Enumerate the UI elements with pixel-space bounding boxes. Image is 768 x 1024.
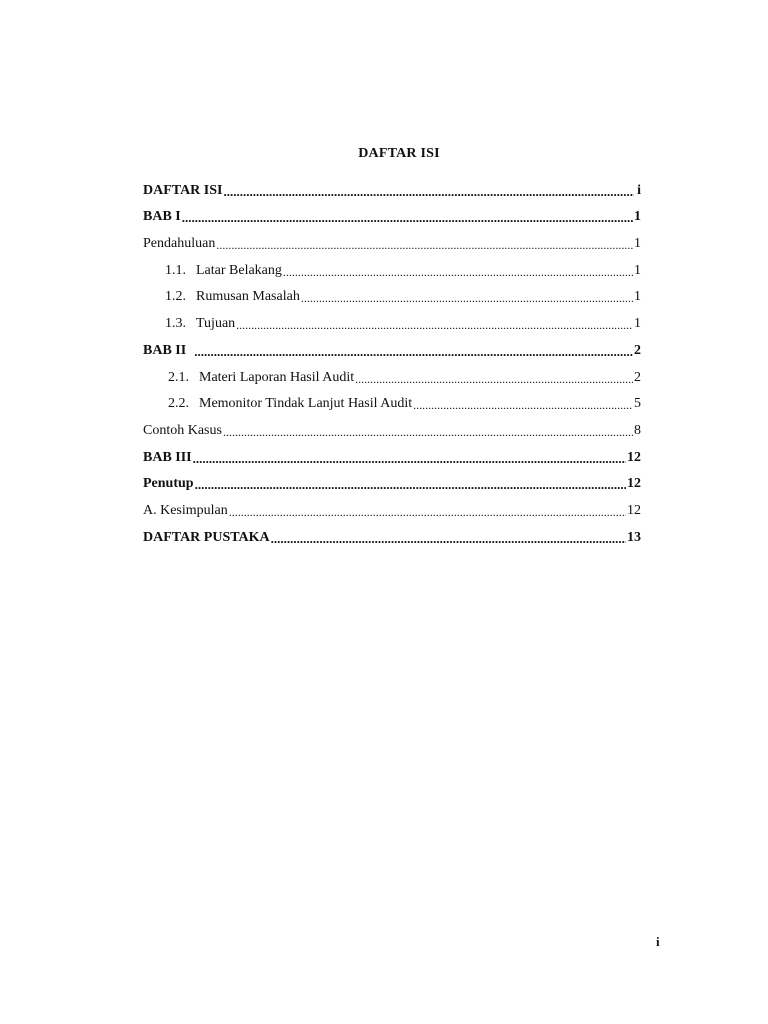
toc-entry-page: 8 bbox=[634, 422, 641, 438]
toc-entry-pendahuluan bbox=[143, 225, 641, 252]
table-of-contents bbox=[143, 172, 641, 546]
toc-entry-label: BAB III bbox=[143, 449, 192, 465]
dot-leader bbox=[216, 236, 633, 252]
toc-entry-latar-belakang bbox=[143, 252, 641, 279]
dot-leader bbox=[271, 530, 626, 546]
toc-entry-number: 1.3. bbox=[165, 316, 186, 332]
dot-leader bbox=[193, 450, 626, 466]
toc-entry-materi-laporan bbox=[143, 359, 641, 386]
toc-entry-number: 2.1. bbox=[168, 369, 189, 385]
toc-entry-page: 1 bbox=[634, 316, 641, 332]
toc-entry-page: 1 bbox=[634, 209, 641, 225]
toc-entry-page: 1 bbox=[634, 289, 641, 305]
toc-entry-bab-i bbox=[143, 199, 641, 226]
dot-leader bbox=[236, 316, 633, 332]
toc-entry-page: 12 bbox=[627, 476, 641, 492]
toc-entry-contoh-kasus bbox=[143, 412, 641, 439]
toc-entry-bab-ii bbox=[143, 332, 641, 359]
dot-leader bbox=[223, 183, 634, 199]
footer-page-number: i bbox=[656, 934, 660, 949]
dot-leader bbox=[301, 289, 633, 305]
toc-entry-label: Memonitor Tindak Lanjut Hasil Audit bbox=[199, 396, 413, 412]
toc-entry-bab-iii bbox=[143, 439, 641, 466]
toc-entry-label: BAB II bbox=[143, 342, 187, 358]
dot-leader bbox=[229, 503, 626, 519]
dot-leader bbox=[194, 343, 633, 359]
toc-entry-number: 2.2. bbox=[168, 396, 189, 412]
page-title: DAFTAR ISI bbox=[358, 146, 440, 161]
toc-entry-page: 12 bbox=[627, 449, 641, 465]
toc-entry-page: 1 bbox=[634, 236, 641, 252]
toc-entry-label: DAFTAR ISI bbox=[143, 182, 223, 198]
toc-entry-penutup bbox=[143, 466, 641, 493]
toc-entry-daftar-pustaka bbox=[143, 519, 641, 546]
toc-entry-page: 2 bbox=[634, 342, 641, 358]
toc-entry-label: Latar Belakang bbox=[196, 262, 282, 278]
toc-entry-label: Rumusan Masalah bbox=[196, 289, 300, 305]
dot-leader bbox=[182, 209, 633, 225]
toc-entry-label: Penutup bbox=[143, 476, 194, 492]
dot-leader bbox=[195, 476, 626, 492]
toc-entry-page: 2 bbox=[634, 369, 641, 385]
toc-entry-kesimpulan bbox=[143, 492, 641, 519]
toc-entry-page: 1 bbox=[634, 262, 641, 278]
toc-entry-label: Tujuan bbox=[196, 316, 236, 332]
toc-entry-memonitor-tindak-lanjut bbox=[143, 386, 641, 413]
toc-entry-label: Contoh Kasus bbox=[143, 422, 222, 438]
toc-entry-page: 5 bbox=[634, 396, 641, 412]
toc-entry-page: 12 bbox=[627, 502, 641, 518]
toc-entry-number: 1.1. bbox=[165, 262, 186, 278]
toc-entry-tujuan bbox=[143, 305, 641, 332]
dot-leader bbox=[355, 370, 633, 386]
toc-entry-label: DAFTAR PUSTAKA bbox=[143, 529, 270, 545]
toc-entry-label: Pendahuluan bbox=[143, 236, 216, 252]
toc-entry-rumusan-masalah bbox=[143, 279, 641, 306]
dot-leader bbox=[413, 396, 633, 412]
toc-entry-label: Materi Laporan Hasil Audit bbox=[199, 369, 355, 385]
dot-leader bbox=[283, 263, 633, 279]
toc-entry-page: 13 bbox=[627, 529, 641, 545]
toc-entry-page: i bbox=[637, 182, 641, 198]
toc-entry-label: BAB I bbox=[143, 209, 181, 225]
toc-entry-daftar-isi bbox=[143, 172, 641, 199]
toc-entry-number: 1.2. bbox=[165, 289, 186, 305]
dot-leader bbox=[223, 423, 633, 439]
toc-entry-label: A. Kesimpulan bbox=[143, 502, 228, 518]
